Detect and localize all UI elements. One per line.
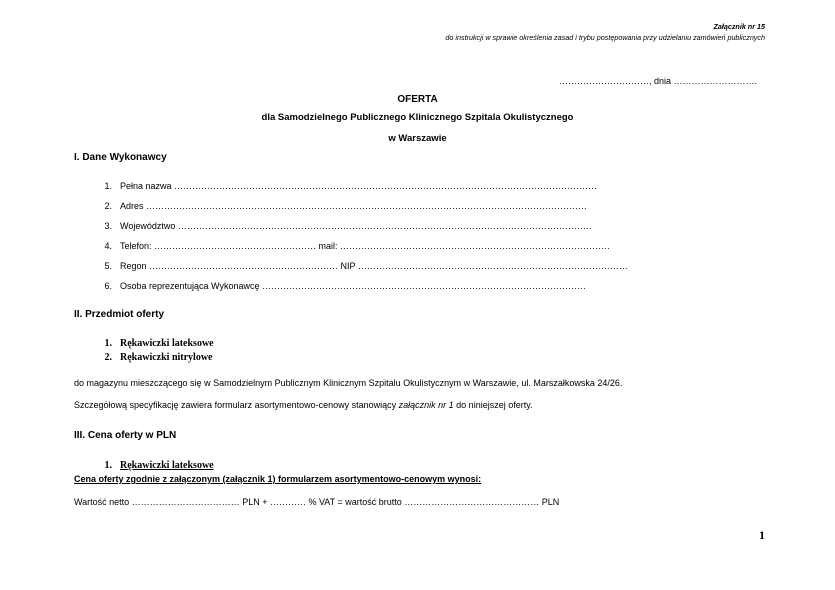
subject-item-nitrile: 2. Rękawiczki nitrylowe (104, 352, 213, 363)
document-subtitle: dla Samodzielnego Publicznego Klinicznego Szpitala Okulistycznego (261, 112, 574, 123)
field-representative: 6. Osoba reprezentująca Wykonawcę ……………………………………………………………………………………………… (104, 281, 586, 291)
value-line: Wartość netto ……………………………… PLN + ………… % VAT = wartość brutto ……………………………………… PLN (74, 497, 560, 507)
field-full-name: 1. Pełna nazwa …………………………………………………………………………………………………………………………… (104, 181, 598, 191)
page-number: 1 (759, 528, 765, 542)
delivery-paragraph: do magazynu mieszczącego się w Samodzielnym Publicznym Klinicznym Szpitalu Okulistycznym w Warszawie, ul. Marszałkowska 24/26. (74, 378, 623, 388)
header-attachment-number: Załącznik nr 15 (713, 22, 765, 31)
section-heading-price: III. Cena oferty w PLN (74, 430, 177, 441)
price-item-latex: 1. Rękawiczki lateksowe (104, 460, 214, 471)
date-line: …………………………, dnia ………………………. (558, 76, 757, 86)
price-note: Cena oferty zgodnie z załączonym (załącznik 1) formularzem asortymentowo-cenowym wynosi: (74, 474, 482, 484)
document-subtitle-city: w Warszawie (388, 133, 447, 144)
field-regon-nip: 5. Regon ……………………………………………………… NIP ……………………………………………………………………………… (104, 261, 628, 271)
section-heading-contractor: I. Dane Wykonawcy (74, 152, 167, 163)
field-voivodeship: 3. Województwo ………………………………………………………………………………………………………………………… (104, 221, 592, 231)
subject-item-latex: 1. Rękawiczki lateksowe (104, 338, 214, 349)
header-attachment-description: do instrukcji w sprawie określenia zasad i trybu postępowania przy udzielaniu zamówień publicznych (445, 33, 765, 42)
field-phone-mail: 4. Telefon: ……………………………………………… mail: ……………………………………………………………………………… (104, 241, 611, 251)
section-heading-subject: II. Przedmiot oferty (74, 309, 165, 320)
field-address: 2. Adres ………………………………………………………………………………………………………………………………… (104, 201, 588, 211)
document-title: OFERTA (397, 94, 438, 105)
specification-paragraph: Szczegółową specyfikację zawiera formularz asortymentowo-cenowy stanowiący załącznik nr 1 do niniejszej oferty. (74, 400, 533, 410)
attachment-reference: załącznik nr 1 (398, 400, 454, 410)
